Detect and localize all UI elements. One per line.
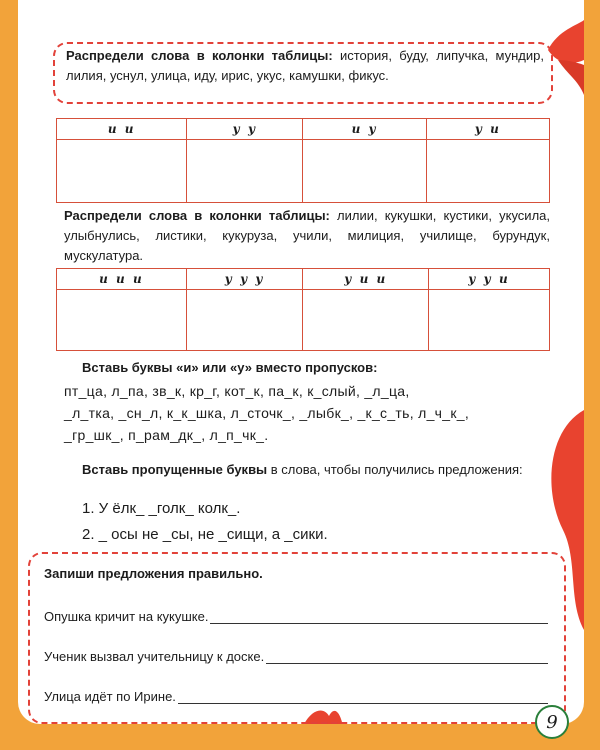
task4-sentences [82,496,542,548]
task1-cell[interactable] [187,140,303,203]
task4-sentence-1: 1. У ёлк_ _голк_ колк_. [82,500,241,517]
task1-cell[interactable] [426,140,549,203]
task1-instruction [66,46,544,86]
task3-title [82,358,542,378]
answer-line[interactable] [210,609,548,624]
task4-sentence-2: 2. _ осы не _сы, не _сищи, а _сики. [82,526,328,543]
task1-words: история, буду, липучка, мундир, лилия, уснул, улица, иду, ирис, укус, камушки, фикус. [66,48,544,83]
task5-row-3 [44,684,548,704]
task3-line-2: _л_тка, _сн_л, к_к_шка, л_сточк_, _лыбк_, _к_с_ть, л_ч_к_, [64,405,470,421]
answer-line[interactable] [266,649,548,664]
task2-header-2: у у у [186,269,303,290]
task2-instruction [64,206,550,266]
task3-line-3: _гр_шк_, п_рам_дк_, л_п_чк_. [64,427,269,443]
task3-line-1: пт_ца, л_па, зв_к, кр_г, кот_к, па_к, к_слый, _л_ца, [64,383,410,399]
task5-sentence-3: Улица идёт по Ирине. [44,689,176,704]
task1-title: Распредели слова в колонки таблицы: [66,48,333,63]
workbook-page [18,0,584,724]
task2-cell[interactable] [186,290,303,351]
task5-sentence-1: Опушка кричит на кукушке. [44,609,209,624]
task2-header-3: у и и [303,269,428,290]
task1-header-2: у у [187,119,303,140]
task4-text: в слова, чтобы получились предложения: [267,462,523,477]
task1-header-4: у и [426,119,549,140]
task2-header-4: у у и [428,269,549,290]
task2-cell[interactable] [428,290,549,351]
task1-table [56,118,550,203]
task2-words: лилии, кукушки, кустики, укусила, улыбнулись, листики, кукуруза, учили, милиция, училище, бурундук, мускулатура. [64,208,550,263]
task2-cell[interactable] [57,290,187,351]
task2-table [56,268,550,351]
answer-line[interactable] [178,689,548,704]
task1-cell[interactable] [57,140,187,203]
task5-sentence-2: Ученик вызвал учительницу к доске. [44,649,265,664]
task1-header-1: и и [57,119,187,140]
task5-row-1 [44,604,548,624]
task5-title-text: Запиши предложения правильно. [44,566,263,581]
task5-title [44,564,524,584]
task4-title: Вставь пропущенные буквы [82,462,268,477]
task3-title-text: Вставь буквы «и» или «у» вместо пропусков: [82,360,378,375]
task4-instruction [64,460,550,480]
task1-header-3: и у [303,119,426,140]
task5-row-2 [44,644,548,664]
task1-cell[interactable] [303,140,426,203]
task2-title: Распредели слова в колонки таблицы: [64,208,330,223]
task2-cell[interactable] [303,290,428,351]
task2-header-1: и и и [57,269,187,290]
task3-exercise [64,380,550,446]
page-number: 9 [535,705,569,739]
